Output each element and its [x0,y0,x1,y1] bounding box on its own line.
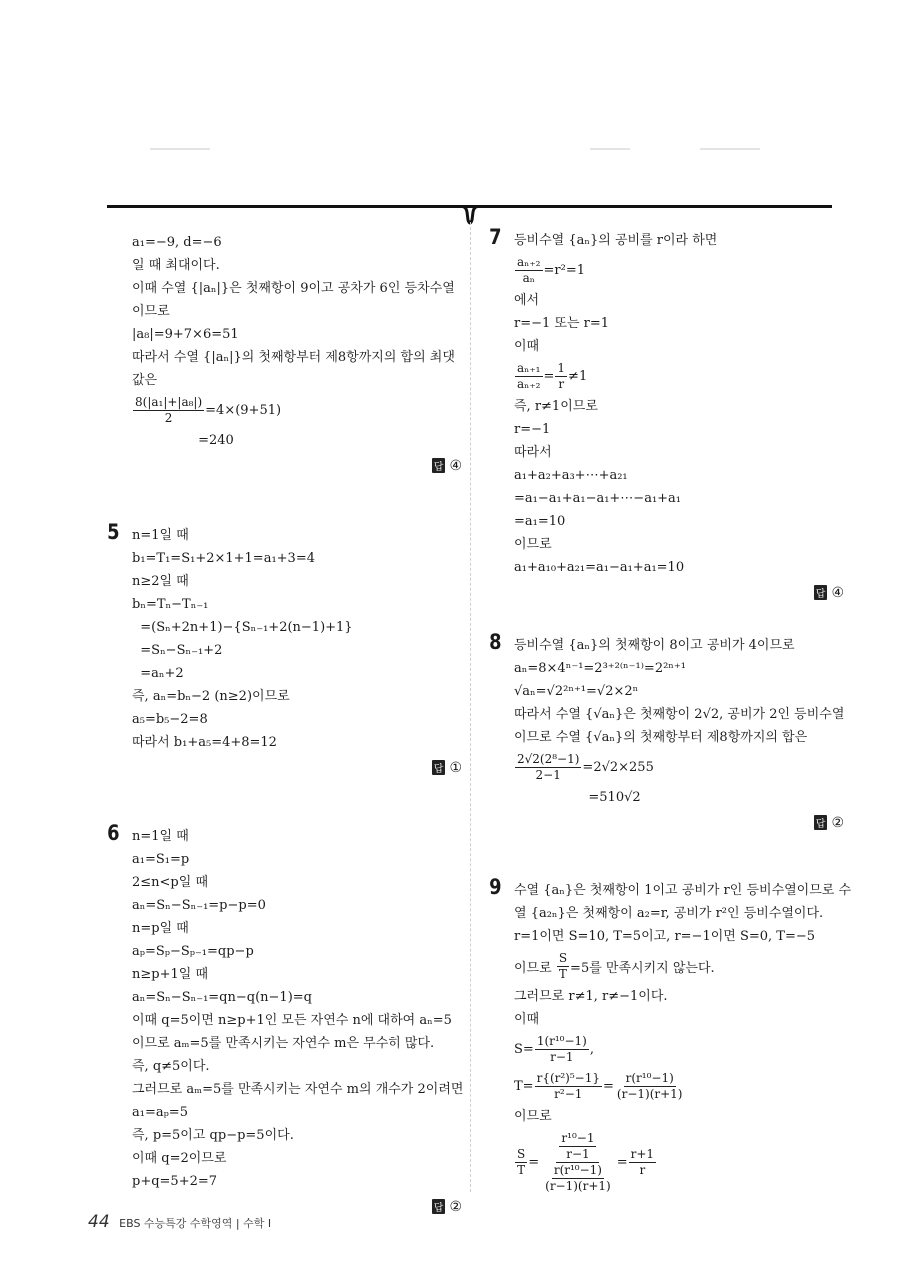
math-text: aₙ₊₁ [517,361,541,375]
solution-block-8 [489,630,845,831]
math-text: r [639,1163,646,1177]
problem-number: 7 [489,225,502,249]
math-text: T [558,967,567,981]
solution-line: 등비수열 {aₙ}의 공비를 r이라 하면 [514,233,718,248]
math-text: 1 [557,361,566,375]
solution-line [514,1031,844,1068]
numerator [559,1131,596,1147]
math-text: =2√2×255 [582,760,654,775]
denominator [534,768,563,783]
denominator [163,411,175,426]
solution-line: 이때 [514,339,540,354]
solution-line: aₙ=8×4ⁿ⁻¹=2³⁺²⁽ⁿ⁻¹⁾=2²ⁿ⁺¹ [514,661,687,676]
denominator [548,1050,575,1065]
solution-block-6 [107,821,464,1215]
solution-line: 따라서 수열 {|aₙ|}의 첫째항부터 제8항까지의 합의 최댓 [132,350,455,365]
math-text: r [558,377,565,391]
solution-line: 즉, q≠5이다. [132,1059,210,1074]
solution-line: =510√2 [514,790,641,805]
solution-line: aₚ=Sₚ−Sₚ₋₁=qp−p [132,944,254,959]
math-text: r²−1 [554,1087,583,1101]
math-text: r¹⁰−1 [561,1131,595,1145]
solution-line: =aₙ+2 [132,666,184,681]
solution-line: 열 {a₂ₙ}은 첫째항이 a₂=r, 공비가 r²인 등비수열이다. [514,906,824,921]
math-text: aₙ₊₂ [517,377,541,391]
math-text: = [528,1155,540,1170]
math-text: S [558,951,568,965]
fraction [133,395,204,426]
scan-artifact [150,148,210,150]
math-text: 2−1 [535,768,561,782]
numerator [535,1071,602,1087]
math-text: , [589,1042,594,1057]
math-text: 8(|a₁|+|a₈|) [135,395,203,409]
numerator [515,255,543,271]
solution-line: a₁+a₂+a₃+⋯+a₂₁ [514,468,628,483]
numerator [629,1147,656,1163]
column-divider [470,222,471,1192]
solution-line: =a₁=10 [514,514,566,529]
problem-number: 8 [489,630,502,654]
math-text: T [517,1163,526,1177]
solution-line: n=p일 때 [132,921,189,936]
math-text: 1(r¹⁰−1) [536,1034,587,1048]
solution-line [514,749,844,786]
denominator [552,1087,584,1102]
denominator [557,967,569,982]
numerator [557,951,569,967]
solution-line [132,392,462,429]
math-text: S= [514,1042,534,1057]
solution-line: 값은 [132,373,158,388]
math-text: = [616,1155,628,1170]
solution-line [514,358,844,395]
solution-line: aₙ=Sₙ−Sₙ₋₁=qn−q(n−1)=q [132,990,312,1005]
math-text: r−1 [566,1147,590,1161]
denominator [543,1179,613,1194]
answer-label [514,585,844,601]
answer-label [132,458,462,474]
math-text: =r²=1 [543,263,585,278]
solution-line: =(Sₙ+2n+1)−{Sₙ₋₁+2(n−1)+1} [132,620,353,635]
solution-line: r=−1 [514,422,551,437]
fraction [515,361,543,392]
solution-line: =a₁−a₁+a₁−a₁+⋯−a₁+a₁ [514,491,682,506]
numerator [555,361,567,377]
solution-line: 이때 q=2이므로 [132,1151,227,1166]
answer-choice: ① [449,760,462,776]
math-text: T= [514,1079,534,1094]
math-text: = [543,369,555,384]
numerator [133,395,204,411]
solution-line: n=1일 때 [132,829,189,844]
solution-line: 따라서 [514,445,552,460]
solution-line: b₁=T₁=S₁+2×1+1=a₁+3=4 [132,551,315,566]
fraction [515,1147,527,1178]
solution-line: 이므로 [132,304,170,319]
fraction [535,1034,589,1065]
solution-line [514,1128,844,1197]
answer-mark-icon: 답 [814,815,828,830]
numerator [515,361,543,377]
solution-line: a₁=aₚ=5 [132,1105,188,1120]
solution-line: 수열 {aₙ}은 첫째항이 1이고 공비가 r인 등비수열이므로 수 [514,883,852,898]
answer-choice: ② [831,815,844,831]
solution-line [514,948,844,985]
math-text: r+1 [630,1147,655,1161]
answer-label [132,760,462,776]
solution-line: 이므로 aₘ=5를 만족시키는 자연수 m은 무수히 많다. [132,1036,435,1051]
solution-line: 즉, p=5이고 qp−p=5이다. [132,1128,294,1143]
solution-line: 등비수열 {aₙ}의 첫째항이 8이고 공비가 4이므로 [514,638,795,653]
solution-line: aₙ=Sₙ−Sₙ₋₁=p−p=0 [132,898,266,913]
page-footer [88,1212,271,1232]
solution-line: 이므로 수열 {√aₙ}의 첫째항부터 제8항까지의 합은 [514,730,808,745]
solution-line: n≥2일 때 [132,574,189,589]
denominator [540,1163,616,1194]
numerator [552,1163,604,1179]
math-text: aₙ [522,271,535,285]
answer-mark-icon: 답 [814,585,828,600]
math-text: 이므로 [514,961,556,976]
fraction [559,1131,596,1162]
solution-line: 따라서 b₁+a₅=4+8=12 [132,735,277,750]
solution-line: |a₈|=9+7×6=51 [132,327,239,342]
solution-line: r=−1 또는 r=1 [514,316,610,331]
math-text: r−1 [550,1050,574,1064]
fraction [535,1071,602,1102]
solution-line: 즉, aₙ=bₙ−2 (n≥2)이므로 [132,689,290,704]
solution-line: a₁=S₁=p [132,852,190,867]
math-text: = [603,1079,614,1094]
fraction [515,255,543,286]
solution-line: 그러므로 r≠1, r≠−1이다. [514,989,668,1004]
solution-line: bₙ=Tₙ−Tₙ₋₁ [132,597,209,612]
solution-line [514,252,844,289]
solution-line: =Sₙ−Sₙ₋₁+2 [132,643,223,658]
solution-line: √aₙ=√2²ⁿ⁺¹=√2×2ⁿ [514,684,639,699]
math-text: 2√2(2⁸−1) [517,752,580,766]
fraction [557,951,569,982]
solution-line: 이므로 [514,1109,552,1124]
solution-block-5 [107,520,462,776]
scan-artifact [590,148,630,150]
page-number: 44 [88,1212,110,1232]
denominator [637,1163,647,1178]
scan-artifact [700,148,760,150]
math-text: 2 [164,411,173,425]
solution-line: r=1이면 S=10, T=5이고, r=−1이면 S=0, T=−5 [514,929,816,944]
denominator [515,377,543,392]
numerator [515,752,581,768]
fraction [540,1131,616,1194]
answer-choice: ④ [831,585,844,601]
fraction [629,1147,656,1178]
math-text: (r−1)(r+1) [545,1179,611,1193]
fraction [543,1163,613,1194]
math-text: r(r¹⁰−1) [625,1071,674,1085]
denominator [556,377,566,392]
math-text: S [517,1147,526,1161]
solution-block-4-cont [132,231,462,474]
numerator [515,1147,527,1163]
answer-mark-icon: 답 [432,458,446,473]
math-text: (r−1)(r+1) [616,1087,683,1101]
numerator [624,1071,676,1087]
math-text: r(r¹⁰−1) [553,1163,602,1177]
solution-line [514,1068,844,1105]
denominator [615,1087,685,1102]
math-text: aₙ₊₂ [517,255,541,269]
solution-line: 이므로 [514,537,552,552]
solution-line: p+q=5+2=7 [132,1174,218,1189]
answer-choice: ④ [449,458,462,474]
math-text: r{(r²)⁵−1} [536,1071,600,1085]
solution-line: 이때 [514,1012,540,1027]
denominator [564,1147,591,1162]
solution-line: n≥p+1일 때 [132,967,208,982]
solution-line: a₁=−9, d=−6 [132,235,222,250]
solution-line: 일 때 최대이다. [132,258,220,273]
denominator [521,271,537,286]
solution-block-7 [489,225,844,601]
fraction [615,1071,685,1102]
solution-line: 그러므로 aₘ=5를 만족시키는 자연수 m의 개수가 2이려면 [132,1082,464,1097]
math-text: =4×(9+51) [205,403,282,418]
math-text: =5를 만족시키지 않는다. [570,961,715,976]
solution-line: 즉, r≠1이므로 [514,399,598,414]
answer-mark-icon: 답 [432,1199,446,1214]
solution-line: n=1일 때 [132,528,189,543]
numerator [556,1131,599,1163]
book-title: EBS 수능특강 수학영역 | 수학 Ⅰ [119,1217,272,1230]
solution-line: 이때 수열 {|aₙ|}은 첫째항이 9이고 공차가 6인 등차수열 [132,281,455,296]
solution-line: a₁+a₁₀+a₂₁=a₁−a₁+a₁=10 [514,560,685,575]
solution-block-9 [489,875,852,1197]
answer-choice: ② [449,1199,462,1215]
answer-label [514,815,844,831]
solution-line: a₅=b₅−2=8 [132,712,208,727]
math-text: ≠1 [568,369,588,384]
problem-number: 5 [107,520,120,544]
problem-number: 6 [107,821,120,845]
answer-mark-icon: 답 [432,760,446,775]
solution-line: 에서 [514,293,540,308]
solution-line: 2≤n<p일 때 [132,875,208,890]
denominator [515,1163,527,1178]
fraction [515,752,581,783]
solution-line: 따라서 수열 {√aₙ}은 첫째항이 2√2, 공비가 2인 등비수열 [514,707,845,722]
problem-number: 9 [489,875,502,899]
numerator [535,1034,589,1050]
solution-line: =240 [132,433,234,448]
solution-line: 이때 q=5이면 n≥p+1인 모든 자연수 n에 대하여 aₙ=5 [132,1013,452,1028]
fraction [555,361,567,392]
